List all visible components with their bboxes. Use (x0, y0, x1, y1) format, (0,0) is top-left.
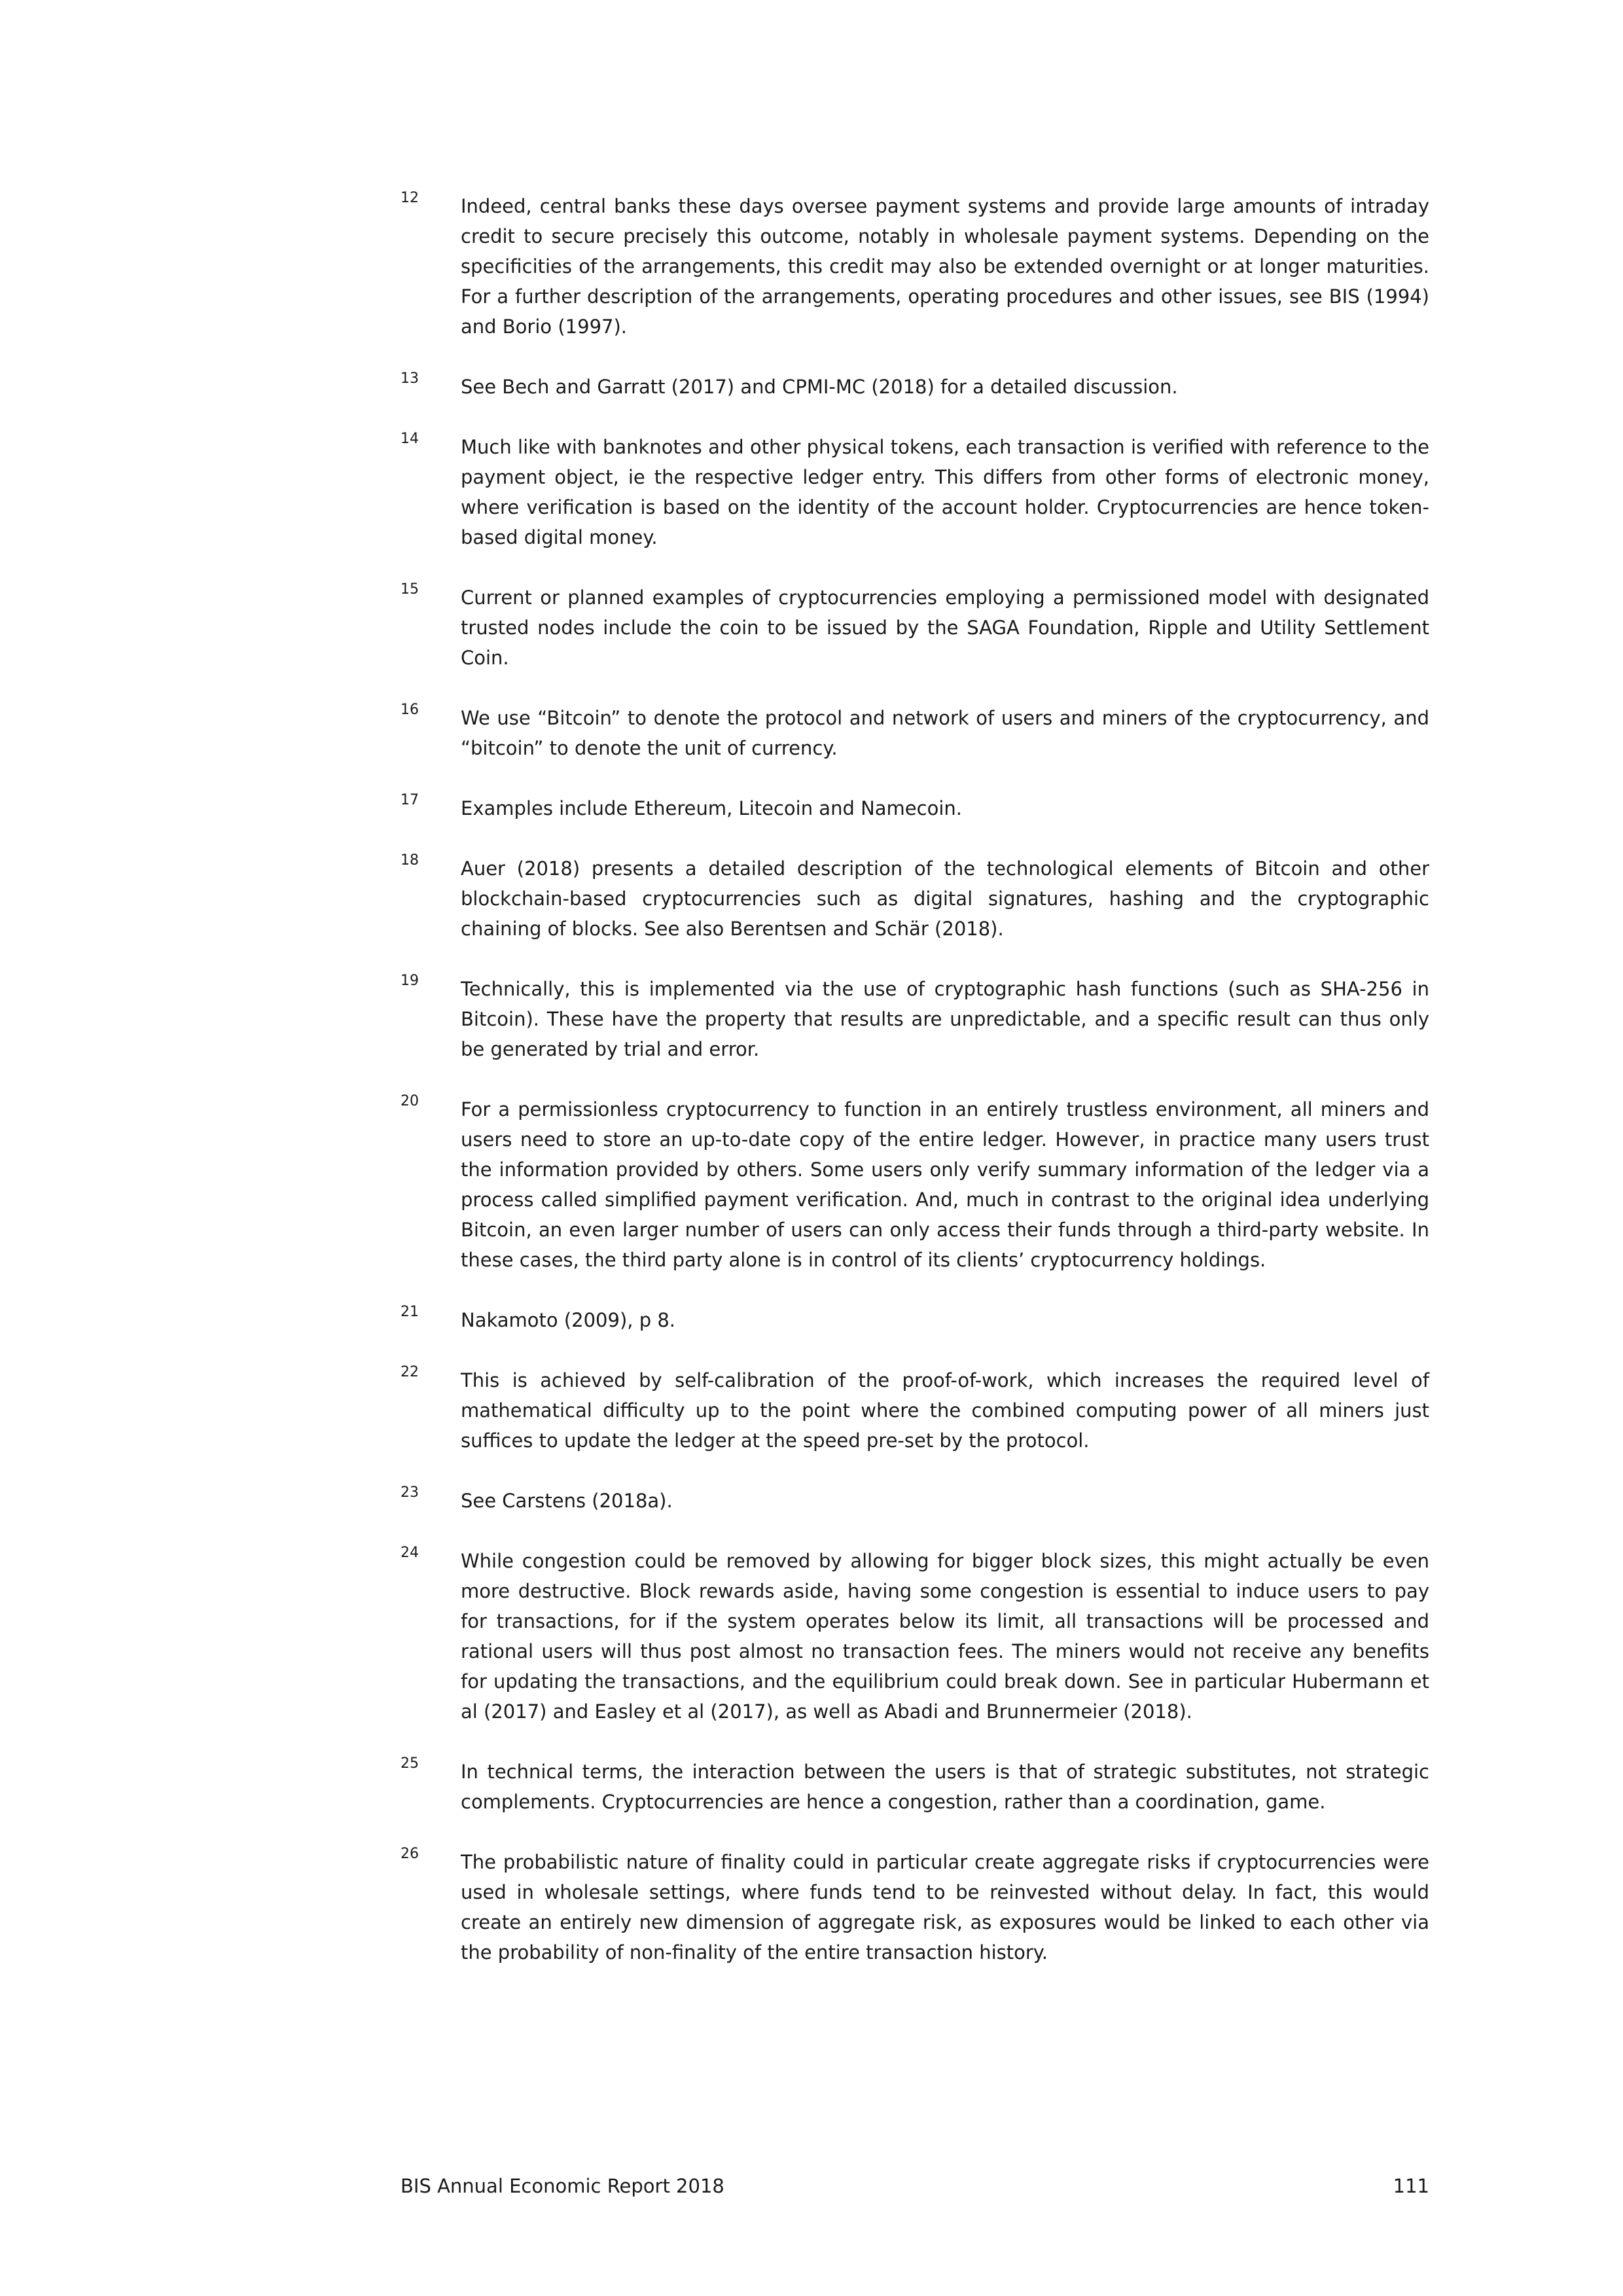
publication-title: BIS Annual Economic Report 2018 (401, 2175, 724, 2197)
footnote-text: See Carstens (2018a). (461, 1490, 673, 1512)
footnote (401, 1365, 1429, 1456)
footnote-text: Indeed, central banks these days oversee payment systems and provide large amounts of intraday credit to secure precisely this outcome, notably in wholesale payment systems. Depending on the specificities of the arrangements, this credit may also be extended overnight or at longer maturities. For a further description of the arrangements, operating procedures and other issues, see BIS (1994) and Borio (1997). (461, 195, 1429, 338)
footnote (401, 703, 1429, 763)
footnote (401, 1305, 1429, 1335)
footnote (401, 974, 1429, 1064)
footnote (401, 1094, 1429, 1275)
footnote-text: The probabilistic nature of finality could in particular create aggregate risks if cryptocurrencies were used in wholesale settings, where funds tend to be reinvested without delay. In fact, this would create an entirely new dimension of aggregate risk, as exposures would be linked to each other via the probability of non-finality of the entire transaction history. (461, 1851, 1429, 1964)
footnote-number: 12 (401, 190, 419, 206)
footnote-number: 14 (401, 431, 419, 447)
footnote (401, 191, 1429, 342)
footnote-number: 19 (401, 973, 419, 989)
footnote-number: 21 (401, 1304, 419, 1320)
footnote-text: For a permissionless cryptocurrency to function in an entirely trustless environment, all miners and users need to store an up-to-date copy of the entire ledger. However, in practice many users trust the information provided by others. Some users only verify summary information of the ledger via a process called simplified payment verification. And, much in contrast to the original idea underlying Bitcoin, an even larger number of users can only access their funds through a third-party website. In these cases, the third party alone is in control of its clients’ cryptocurrency holdings. (461, 1098, 1429, 1271)
footnote-number: 26 (401, 1846, 419, 1862)
footnote-text: While congestion could be removed by allowing for bigger block sizes, this might actually be even more destructive. Block rewards aside, having some congestion is essential to induce users to pay for transactions, for if the system operates below its limit, all transactions will be processed and rational users will thus post almost no transaction fees. The miners would not receive any benefits for updating the transactions, and the equilibrium could break down. See in particular Hubermann et al (2017) and Easley et al (2017), as well as Abadi and Brunnermeier (2018). (461, 1550, 1429, 1723)
footnote-number: 22 (401, 1364, 419, 1380)
footnote-text: Much like with banknotes and other physical tokens, each transaction is verified with reference to the payment object, ie the respective ledger entry. This differs from other forms of electronic money, where verification is based on the identity of the account holder. Cryptocurrencies are hence token-based digital money. (461, 436, 1429, 548)
footnote (401, 1757, 1429, 1817)
footnote (401, 583, 1429, 673)
footnote-number: 16 (401, 702, 419, 718)
footnote-text: Nakamoto (2009), p 8. (461, 1309, 676, 1331)
footnote-text: Auer (2018) presents a detailed description of the technological elements of Bitcoin and other blockchain-based cryptocurrencies such as digital signatures, hashing and the cryptographic chaining of blocks. See also Berentsen and Schär (2018). (461, 857, 1429, 940)
footnote-text: Current or planned examples of cryptocurrencies employing a permissioned model with designated trusted nodes include the coin to be issued by the SAGA Foundation, Ripple and Utility Settlement Coin. (461, 586, 1429, 669)
footnote (401, 1486, 1429, 1516)
footnote-number: 20 (401, 1093, 419, 1109)
footnote (401, 432, 1429, 552)
footnote-number: 25 (401, 1755, 419, 1772)
page-number: 111 (1393, 2175, 1429, 2197)
footnote-text: See Bech and Garratt (2017) and CPMI-MC (2018) for a detailed discussion. (461, 376, 1178, 398)
footnote (401, 1546, 1429, 1727)
footnote (401, 372, 1429, 402)
footnote-number: 15 (401, 581, 419, 598)
footnote-text: This is achieved by self-calibration of the proof-of-work, which increases the required level of mathematical difficulty up to the point where the combined computing power of all miners just suffices to update the ledger at the speed pre-set by the protocol. (461, 1369, 1429, 1452)
footnote-text: In technical terms, the interaction between the users is that of strategic substitutes, not strategic complements. Cryptocurrencies are hence a congestion, rather than a coordination, game. (461, 1761, 1429, 1813)
footnote-number: 17 (401, 792, 419, 808)
footnote (401, 853, 1429, 944)
footnote-number: 18 (401, 852, 419, 869)
footnote-text: Technically, this is implemented via the use of cryptographic hash functions (such as SHA-256 in Bitcoin). These have the property that results are unpredictable, and a specific result can thus only be generated by trial and error. (461, 978, 1429, 1060)
footnote-text: Examples include Ethereum, Litecoin and Namecoin. (461, 797, 962, 819)
footnote-number: 24 (401, 1545, 419, 1561)
footnote (401, 1847, 1429, 1967)
footnote-number: 23 (401, 1484, 419, 1501)
footnote (401, 793, 1429, 823)
footnote-number: 13 (401, 370, 419, 387)
footnote-text: We use “Bitcoin” to denote the protocol and network of users and miners of the cryptocurrency, and “bitcoin” to denote the unit of currency. (461, 707, 1429, 759)
footnotes-list (401, 191, 1429, 1998)
